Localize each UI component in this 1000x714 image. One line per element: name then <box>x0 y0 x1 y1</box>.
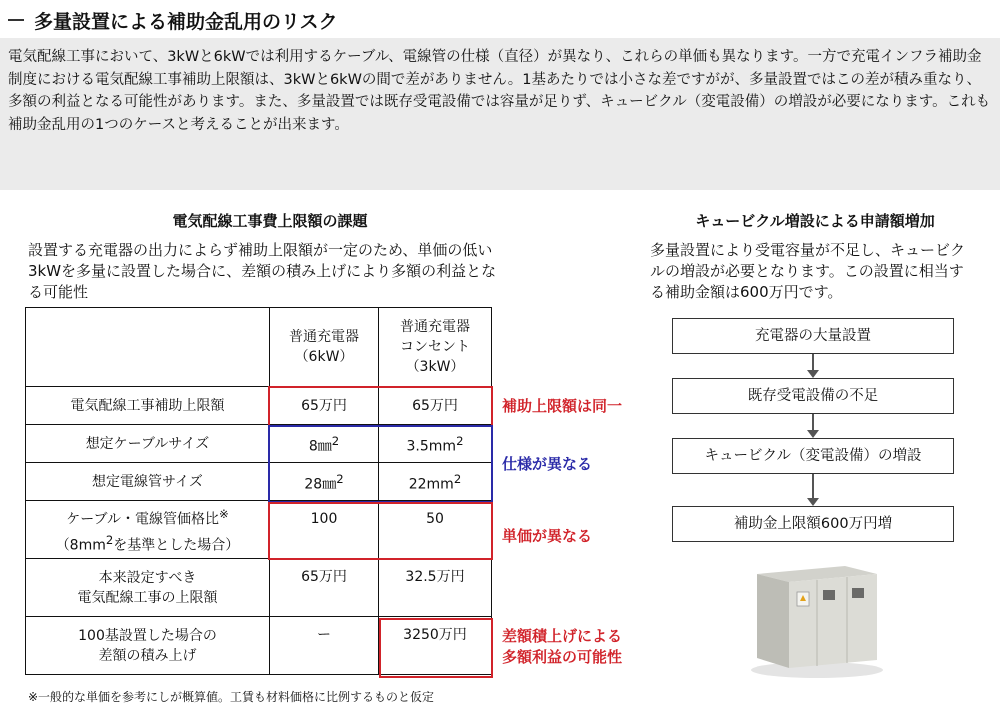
row-value-6kw: ー <box>270 617 379 675</box>
footnote: ※一般的な単価を参考にしが概算値。工賃も材料価格に比例するものと仮定 <box>28 690 435 704</box>
flow-arrow-down-icon <box>807 370 819 378</box>
row-value-6kw: 65万円 <box>270 387 379 425</box>
row-label-line2: 差額の積み上げ <box>98 647 197 664</box>
intro-text: 電気配線工事において、3kWと6kWでは利用するケーブル、電線管の仕様（直径）が異なり、これらの単価も異なります。一方で充電インフラ補助金制度における電気配線工事補助上限額は、3kWと6kWの間で差がありません。1基あたりでは小さな差ですがが、多量設置ではこの差が積み重なり、多額の利益となる可能性があります。また、多量設置では既存受電設備では容量が足りず、キュービクル（変電設備）の増設が必要になります。これも補助金乱用の1つのケースと考えることが出来ます。 <box>8 49 991 133</box>
annotation-profit <box>502 626 622 668</box>
row-label: 想定ケーブルサイズ <box>26 425 270 463</box>
flow-arrow-shaft <box>812 414 814 430</box>
superscript: 2 <box>453 471 462 486</box>
header-dash <box>8 19 24 21</box>
annotation-same-limit: 補助上限額は同一 <box>502 397 623 415</box>
intro-panel <box>0 38 1000 190</box>
highlight-profit <box>379 618 493 678</box>
price-ratio-label: ケーブル・電線管価格比 <box>66 511 219 528</box>
table-row <box>26 559 492 617</box>
header-3kw-line1: 普通充電器 <box>400 319 470 335</box>
price-ratio-basis-b: を基準とした場合） <box>113 537 240 554</box>
row-value-3kw: 32.5万円 <box>379 559 492 617</box>
left-description: 設置する充電器の出力によらず補助上限額が一定のため、単価の低い3kWを多量に設置した場合に、差額の積み上げにより多額の利益となる可能性 <box>28 241 497 301</box>
highlight-price-diff <box>268 502 493 560</box>
cable-size-6kw: 8㎜ <box>308 438 332 455</box>
header-bar <box>0 0 1000 38</box>
header-6kw-line2: （6kW） <box>294 349 354 365</box>
row-value-6kw: 100 <box>270 501 379 559</box>
table-header-6kw <box>270 308 379 387</box>
row-label <box>26 501 270 559</box>
row-value-3kw: 50 <box>379 501 492 559</box>
superscript: 2 <box>336 471 344 486</box>
left-section-title: 電気配線工事費上限額の課題 <box>172 212 368 230</box>
flow-step-1: 充電器の大量設置 <box>672 318 954 354</box>
row-value-3kw: 3250万円 <box>379 617 492 675</box>
superscript: 2 <box>456 433 464 448</box>
annotation-profit-line2: 多額利益の可能性 <box>502 648 623 666</box>
conduit-size-3kw: 22mm <box>408 476 454 493</box>
row-value-3kw: 65万円 <box>379 387 492 425</box>
flow-arrow-shaft <box>812 474 814 500</box>
annotation-spec-diff: 仕様が異なる <box>502 455 593 473</box>
flow-step-4: 補助金上限額600万円増 <box>672 506 954 542</box>
row-label-line1: 本来設定すべき <box>98 569 197 586</box>
right-section-title: キュービクル増設による申請額増加 <box>695 212 935 230</box>
highlight-same-limit <box>268 386 493 427</box>
note-mark: ※ <box>218 506 229 521</box>
header-6kw-line1: 普通充電器 <box>289 329 359 345</box>
conduit-size-6kw: 28㎜ <box>304 476 337 493</box>
highlight-spec-diff <box>268 425 493 503</box>
right-description: 多量設置により受電容量が不足し、キュービクルの増設が必要となります。この設置に相当する補助金額は600万円です。 <box>650 241 966 301</box>
row-label <box>26 617 270 675</box>
superscript: 2 <box>105 532 114 547</box>
cubicle-illustration <box>745 560 885 680</box>
table-header-3kw <box>379 308 492 387</box>
row-label-line1: 100基設置した場合の <box>78 627 217 644</box>
flow-step-2: 既存受電設備の不足 <box>672 378 954 414</box>
row-label: 想定電線管サイズ <box>26 463 270 501</box>
flow-arrow-down-icon <box>807 498 819 506</box>
row-value-6kw: 65万円 <box>270 559 379 617</box>
flow-arrow-shaft <box>812 354 814 370</box>
cable-size-3kw: 3.5mm <box>406 438 457 455</box>
header-3kw-line2: コンセント <box>400 339 470 355</box>
flow-arrow-down-icon <box>807 430 819 438</box>
header-3kw-line3: （3kW） <box>405 359 465 375</box>
flow-step-3: キュービクル（変電設備）の増設 <box>672 438 954 474</box>
annotation-profit-line1: 差額積上げによる <box>502 627 623 645</box>
page-title: 多量設置による補助金乱用のリスク <box>34 11 338 33</box>
price-ratio-basis-a: （8mm <box>55 537 106 554</box>
row-label: 電気配線工事補助上限額 <box>26 387 270 425</box>
superscript: 2 <box>331 433 340 448</box>
table-corner-cell <box>26 308 270 387</box>
row-label-line2: 電気配線工事の上限額 <box>77 589 218 606</box>
row-label <box>26 559 270 617</box>
annotation-price-diff: 単価が異なる <box>502 527 593 545</box>
